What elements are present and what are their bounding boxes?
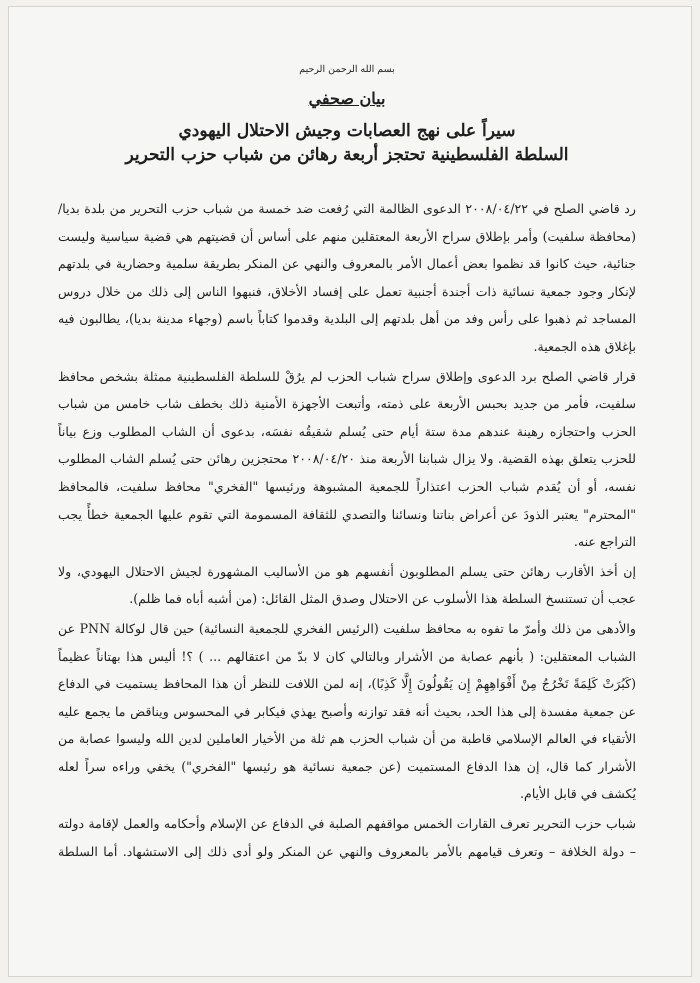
body-text (58, 195, 636, 865)
paragraph-2: قرار قاضي الصلح برد الدعوى وإطلاق سراح شباب الحزب لم يرُقْ للسلطة الفلسطينية ممثلة بشخص محافظ سلفيت، فأمر من جديد بحبس الأربعة على ذمته، وأتبعت الأجهزة الأمنية ذلك بخطف شاب خامس من شباب الحزب واحتجازه رهينة عندهم مدة ستة أيام حتى يُسلم شقيقُه نفسَه، بدعوى أن الشاب المطلوب وزع بياناً للحزب يتعلق بهذه القضية. ولا يزال شبابنا الأربعة منذ ٢٠٠٨/٠٤/٢٠ محتجزين رهائن حتى يُسلم الشاب المطلوب نفسه، أو أن يُقدم شباب الحزب اعتذاراً للجمعية المشبوهة ورئيسها "الفخري" محافظ سلفيت، فالمحافظ "المحترم" يعتبر الذودَ عن أعراض بناتنا ونسائنا والتصدي للثقافة المسمومة التي تقوم عليها الجمعية خطأً يجب التراجع عنه. (58, 368, 636, 550)
basmala: بسم الله الرحمن الرحيم (299, 64, 395, 75)
headline (58, 119, 636, 167)
paragraph-5: شباب حزب التحرير تعرف القارات الخمس مواقفهم الصلبة في الدفاع عن الإسلام وأحكامه والعمل لإقامة دولته – دولة الخلافة – وتعرف قيامهم بالأمر بالمعروف والنهي عن المنكر ولو أدى ذلك إلى الاستشهاد. أما السلطة (58, 816, 636, 859)
paragraph-1: رد قاضي الصلح في ٢٠٠٨/٠٤/٢٢ الدعوى الظالمة التي رُفعت ضد خمسة من شباب حزب التحرير من بلدة بديا/ (محافظة سلفيت) وأمر بإطلاق سراح الأربعة المعتقلين منهم على أساس أن قضيتهم هي قضية سياسية وليست جنائية، حيث كانوا قد نظموا بعض أعمال الأمر بالمعروف والنهي عن المنكر بطريقة سلمية وحضارية في بلدتهم لإنكار وجود جمعية نسائية ذات أجندة أجنبية تعمل على إفساد الأخلاق، فنبهوا الناس إلى ذلك من خلال دروس المساجد ثم ذهبوا على رأس وفد من أهل بلدتهم إلى البلدية وقدموا كتاباً باسم (وجهاء مدينة بديا)، يطالبون فيه بإغلاق هذه الجمعية. (58, 201, 636, 354)
headline-line-1: سيراً على نهج العصابات وجيش الاحتلال اليهودي (178, 121, 516, 141)
document-type-heading: بيان صحفي (308, 89, 386, 108)
paragraph-4: والأدهى من ذلك وأمرّ ما تفوه به محافظ سلفيت (الرئيس الفخري للجمعية النسائية) حين قال لوكالة PNN عن الشباب المعتقلين: ( بأنهم عصابة من الأشرار وبالتالي كان لا بدّ من اعتقالهم ... ) ؟! أليس هذا بهتاناً عظيماً (كَبُرَتْ كَلِمَةً تَخْرُجُ مِنْ أَفْوَاهِهِمْ إِن يَقُولُونَ إِلَّا كَذِبًا)، إنه لمن اللافت للنظر أن هذا المحافظ يستميت في الدفاع عن جمعية مفسدة إلى هذا الحد، بحيث أنه فقد توازنه وأصبح يهذي فيكابر في المحسوس ويناقض ما يجمع عليه الأتقياء في العالم الإسلامي قاطبة من أن شباب الحزب هم ثلة من الأخيار العاملين لدين الله وليسوا عصابة من الأشرار كما قال، إن هذا الدفاع المستميت (عن جمعية نسائية هو رئيسها "الفخري") يخفي وراءه سراً لعله يُكشف في قابل الأيام. (58, 620, 636, 802)
headline-line-2: السلطة الفلسطينية تحتجز أربعة رهائن من شباب حزب التحرير (125, 145, 569, 165)
paragraph-3: إن أخذ الأقارب رهائن حتى يسلم المطلوبون أنفسهم هو من الأساليب المشهورة لجيش الاحتلال اليهودي، ولا عجب أن تستنسخ السلطة هذا الأسلوب عن الاحتلال وصدق المثل القائل: (من أشبه أباه فما ظلم). (58, 563, 636, 607)
document-page (58, 64, 636, 867)
